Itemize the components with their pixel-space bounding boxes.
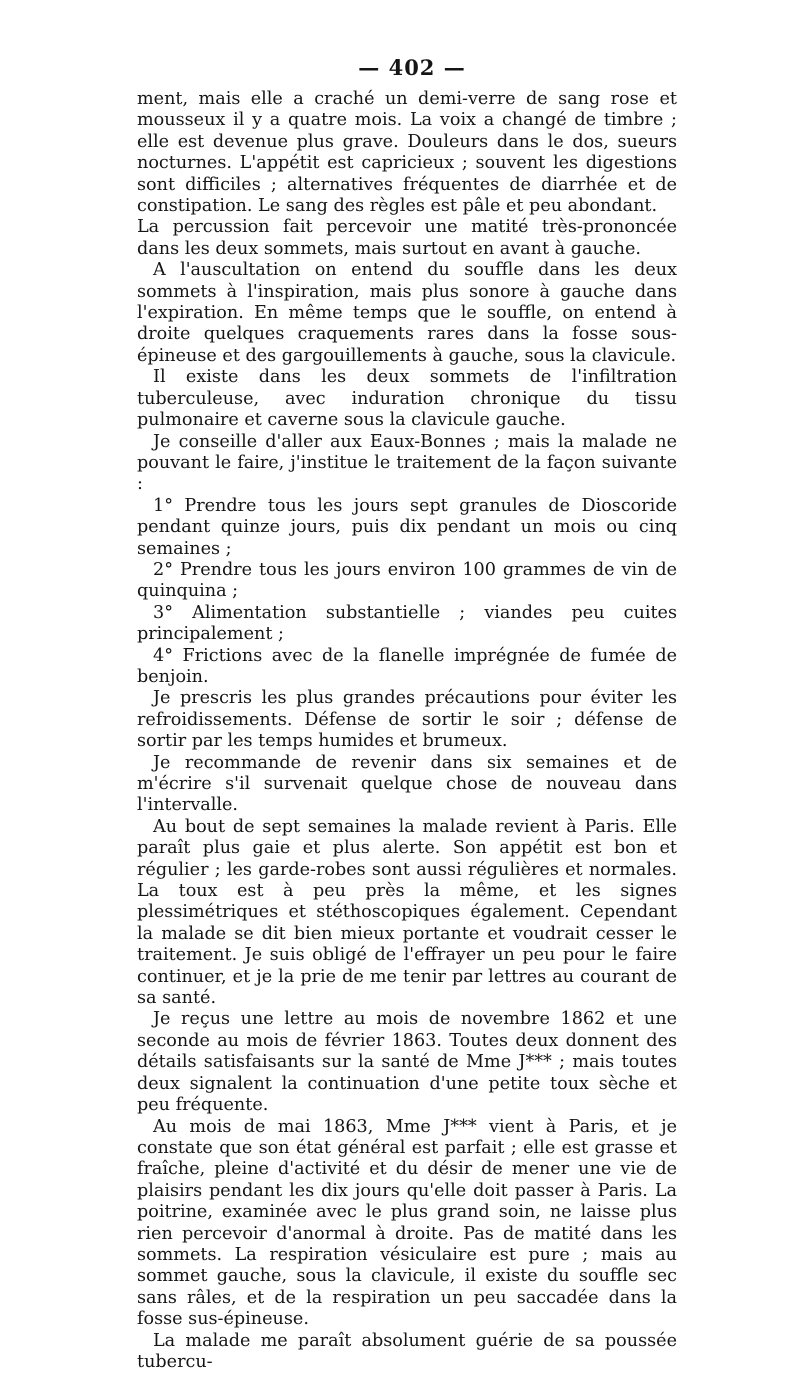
paragraph: A l'auscultation on entend du souffle dans les deux sommets à l'inspiration, mais plus sonore à gauche dans l'expiration. En même temps que le souffle, on entend à droite quelques craquements rares dans la fosse sous-épineuse et des gargouillements à gauche, sous la clavicule. — [137, 260, 677, 366]
paragraph: Je recommande de revenir dans six semaines et de m'écrire s'il survenait quelque chose de nouveau dans l'intervalle. — [137, 752, 677, 816]
list-item: 2° Prendre tous les jours environ 100 grammes de vin de quinquina ; — [137, 559, 677, 602]
page-number: — 402 — — [358, 55, 466, 80]
paragraph: Je conseille d'aller aux Eaux-Bonnes ; mais la malade ne pouvant le faire, j'institue le traitement de la façon suivante : — [137, 431, 677, 495]
book-page — [137, 55, 677, 1373]
paragraph: Je reçus une lettre au mois de novembre 1862 et une seconde au mois de février 1863. Toutes deux donnent des détails satisfaisants sur la santé de Mme J*** ; mais toutes deux signalent la continuation d'une petite toux sèche et peu fréquente. — [137, 1009, 677, 1116]
list-item: 4° Frictions avec de la flanelle imprégnée de fumée de benjoin. — [137, 645, 677, 687]
paragraph: Je prescris les plus grandes précautions pour éviter les refroidissements. Défense de sortir le soir ; défense de sortir par les temps humides et brumeux. — [137, 688, 677, 752]
paragraph: Au bout de sept semaines la malade revient à Paris. Elle paraît plus gaie et plus alerte. Son appétit est bon et régulier ; les garde-robes sont aussi régulières et normales. La toux est à peu près la même, et les signes plessimétriques et stéthoscopiques également. Cependant la malade se dit bien mieux portante et voudrait cesser le traitement. Je suis obligé de l'effrayer un peu pour le faire continuer, et je la prie de me tenir par lettres au courant de sa santé. — [137, 816, 677, 1009]
paragraph: Au mois de mai 1863, Mme J*** vient à Paris, et je constate que son état général est parfait ; elle est grasse et fraîche, pleine d'activité et du désir de mener une vie de plaisirs pendant les dix jours qu'elle doit passer à Paris. La poitrine, examinée avec le plus grand soin, ne laisse plus rien percevoir d'anormal à droite. Pas de matité dans les sommets. La respiration vésiculaire est pure ; mais au sommet gauche, sous la clavicule, il existe du souffle sec sans râles, et de la respiration un peu saccadée dans la fosse sus-épineuse. — [137, 1116, 677, 1330]
paragraph: Il existe dans les deux sommets de l'infiltration tuberculeuse, avec induration chronique du tissu pulmonaire et caverne sous la clavicule gauche. — [137, 367, 677, 431]
paragraph: La malade me paraît absolument guérie de sa poussée tubercu- — [137, 1330, 677, 1372]
list-item: 3° Alimentation substantielle ; viandes peu cuites principalement ; — [137, 602, 677, 645]
paragraph: La percussion fait percevoir une matité très-prononcée dans les deux sommets, mais surtout en avant à gauche. — [137, 217, 677, 259]
body-text — [137, 89, 677, 1373]
paragraph: ment, mais elle a craché un demi-verre de sang rose et mousseux il y a quatre mois. La voix a changé de timbre ; elle est devenue plus grave. Douleurs dans le dos, sueurs nocturnes. L'appétit est capricieux ; souvent les digestions sont difficiles ; alternatives fréquentes de diarrhée et de constipation. Le sang des règles est pâle et peu abondant. — [137, 89, 677, 217]
list-item: 1° Prendre tous les jours sept granules de Dioscoride pendant quinze jours, puis dix pendant un mois ou cinq semaines ; — [137, 495, 677, 559]
